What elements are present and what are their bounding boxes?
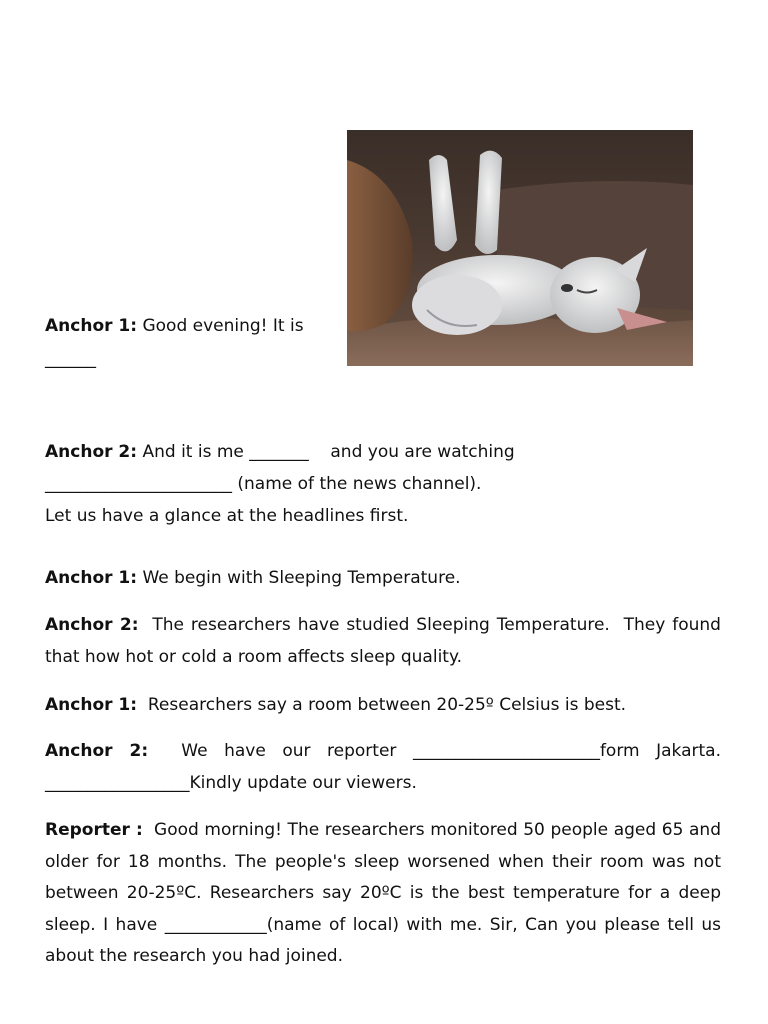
speaker-label: Anchor 2: [45, 615, 139, 635]
dialogue-line-4-cont [45, 772, 417, 794]
dialogue-text: Let us have a glance at the headlines first. [45, 506, 409, 526]
anchor1-greeting [45, 315, 304, 337]
dialogue-text: form Jakarta. [599, 741, 721, 761]
channel-line [45, 473, 481, 495]
dialogue-line-4 [45, 736, 721, 768]
hint-text: (name of the news channel). [232, 474, 482, 494]
fill-in-blank: _______ [249, 442, 309, 462]
speaker-label: Reporter : [45, 820, 143, 840]
dialogue-line-3 [45, 694, 626, 716]
fill-in-blank: ______________________ [45, 474, 232, 494]
speaker-label: Anchor 1: [45, 568, 138, 588]
dialogue-line-1 [45, 567, 461, 589]
dialogue-text: (name of local) with me. Sir, Can you please tell us about the research you had joined. [45, 914, 721, 966]
dialogue-text: and you are watching [308, 442, 515, 462]
fill-in-blank: _________________ [45, 773, 190, 793]
anchor1-blank [45, 348, 96, 370]
glance-line [45, 505, 408, 527]
dialogue-line-2 [45, 610, 727, 673]
fill-in-blank: ____________ [164, 914, 267, 935]
reporter-paragraph [45, 815, 727, 973]
dialogue-text: We have our reporter [148, 741, 413, 761]
fill-in-blank: ______ [45, 349, 96, 369]
speaker-label: Anchor 2: [45, 442, 138, 462]
dialogue-text: We begin with Sleeping Temperature. [137, 568, 461, 588]
dialogue-text: Kindly update our viewers. [189, 773, 417, 793]
speaker-label: Anchor 2: [45, 741, 149, 761]
speaker-label: Anchor 1: [45, 316, 138, 336]
dialogue-text: Good evening! It is [137, 316, 304, 336]
speaker-label: Anchor 1: [45, 695, 138, 715]
dialogue-text: And it is me [137, 442, 250, 462]
sleeping-cat-photo [347, 130, 693, 366]
dialogue-text: Researchers say a room between 20-25º Celsius is best. [137, 695, 627, 715]
dialogue-text: The researchers have studied Sleeping Temperature. They found that how hot or cold a room affects sleep quality. [45, 615, 727, 667]
dialogue-text: Good morning! The researchers monitored 50 people aged 65 and older for 18 months. The people's sleep worsened when their room was not between 20-25ºC. Researchers say 20ºC is the best temperature for a deep sleep. I have [45, 820, 727, 935]
anchor2-intro [45, 441, 515, 463]
fill-in-blank: ______________________ [412, 741, 600, 761]
